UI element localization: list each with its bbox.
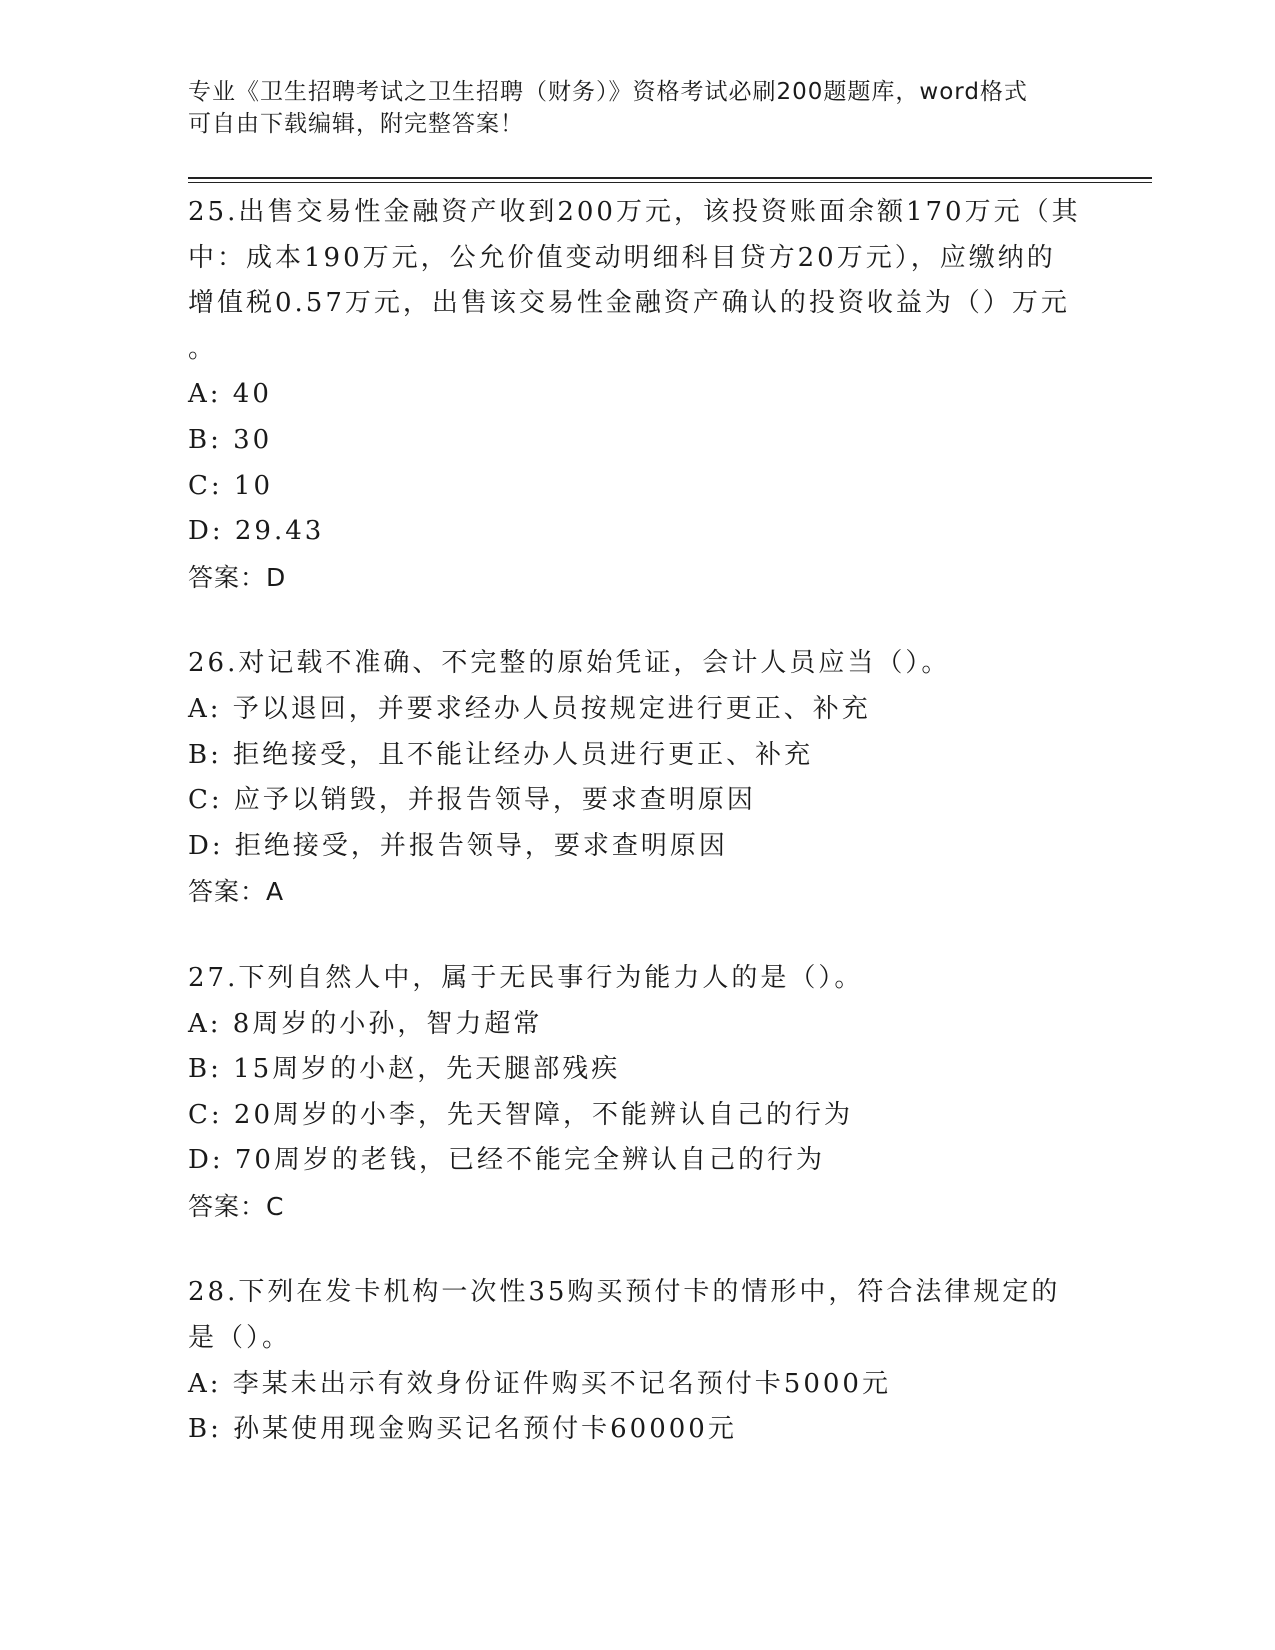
- answer-line: 答案：A: [188, 877, 285, 907]
- option-b: B: 孙某使用现金购买记名预付卡60000元: [188, 1414, 737, 1445]
- answer-line: 答案：C: [188, 1191, 285, 1221]
- option-a: A: 8周岁的小孙，智力超常: [188, 1008, 543, 1039]
- answer-line: 答案：D: [188, 562, 287, 592]
- option-c: C: 应予以销毁，并报告领导，要求查明原因: [188, 785, 756, 816]
- option-b: B: 拒绝接受，且不能让经办人员进行更正、补充: [188, 739, 814, 770]
- option-d: D: 70周岁的老钱，已经不能完全辨认自己的行为: [188, 1145, 825, 1176]
- question-list: [188, 190, 1088, 1494]
- option-b: B: 15周岁的小赵，先天腿部残疾: [188, 1054, 621, 1085]
- option-d: D: 29.43: [188, 516, 325, 547]
- question-25: [188, 190, 1088, 600]
- document-header: [188, 76, 1068, 140]
- header-line-1: 专业《卫生招聘考试之卫生招聘（财务）》资格考试必刷200题题库，word格式: [188, 79, 1028, 105]
- option-c: C: 10: [188, 470, 274, 501]
- question-stem-line: 25.出售交易性金融资产收到200万元，该投资账面余额170万元（其: [188, 197, 1081, 227]
- option-b: B: 30: [188, 424, 273, 455]
- header-divider: [188, 177, 1152, 183]
- header-line-2: 可自由下载编辑，附完整答案！: [188, 111, 524, 137]
- question-stem-line: 28.下列在发卡机构一次性35购买预付卡的情形中，符合法律规定的: [188, 1277, 1061, 1308]
- option-a: A: 予以退回，并要求经办人员按规定进行更正、补充: [188, 693, 871, 724]
- question-stem-line: 是（）。: [188, 1323, 292, 1354]
- question-stem-line: 27.下列自然人中，属于无民事行为能力人的是（）。: [188, 962, 864, 993]
- option-c: C: 20周岁的小李，先天智障，不能辨认自己的行为: [188, 1099, 854, 1130]
- question-stem-line: 中：成本190万元，公允价值变动明细科目贷方20万元），应缴纳的: [188, 242, 1056, 273]
- question-stem-line: 26.对记载不准确、不完整的原始凭证，会计人员应当（）。: [188, 648, 951, 679]
- option-a: A: 李某未出示有效身份证件购买不记名预付卡5000元: [188, 1368, 891, 1399]
- question-26: [188, 641, 1088, 915]
- question-stem-line: 增值税0.57万元，出售该交易性金融资产确认的投资收益为（）万元: [188, 288, 1070, 319]
- question-28: [188, 1270, 1088, 1452]
- option-d: D: 拒绝接受，并报告领导，要求查明原因: [188, 830, 728, 861]
- question-27: [188, 956, 1088, 1230]
- option-a: A: 40: [188, 379, 272, 410]
- question-stem-line: 。: [188, 333, 218, 364]
